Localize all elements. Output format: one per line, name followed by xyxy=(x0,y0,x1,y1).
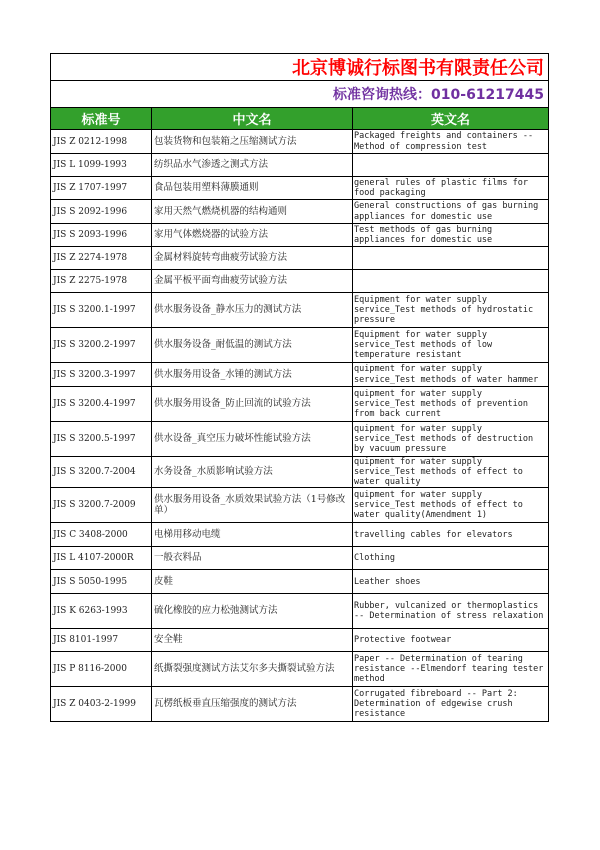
standard-code-cell: JIS S 2092-1996 xyxy=(51,200,152,224)
english-name-cell: Equipment for water supply service_Test methods of low temperature resistant xyxy=(353,328,549,363)
table-row xyxy=(51,270,549,293)
chinese-name-cell: 安全鞋 xyxy=(152,629,353,652)
chinese-name-cell: 硫化橡胶的应力松弛测试方法 xyxy=(152,594,353,629)
standard-code-cell: JIS 8101-1997 xyxy=(51,629,152,652)
standard-code-cell: JIS S 3200.3-1997 xyxy=(51,363,152,387)
header-code: 标准号 xyxy=(51,108,152,130)
chinese-name-cell: 供水服务用设备_水质效果试验方法（1号修改单） xyxy=(152,488,353,523)
standard-code-cell: JIS S 3200.4-1997 xyxy=(51,387,152,422)
standard-code-cell: JIS S 5050-1995 xyxy=(51,570,152,594)
table-row xyxy=(51,457,549,488)
table-row xyxy=(51,687,549,722)
table-row xyxy=(51,200,549,224)
company-name: 北京博诚行标图书有限责任公司 xyxy=(51,54,549,81)
standards-table xyxy=(50,53,549,722)
chinese-name-cell: 包装货物和包装箱之压缩测试方法 xyxy=(152,130,353,154)
chinese-name-cell: 家用天然气燃烧机器的结构通则 xyxy=(152,200,353,224)
standard-code-cell: JIS L 1099-1993 xyxy=(51,154,152,177)
table-body xyxy=(51,130,549,722)
chinese-name-cell: 供水服务设备_耐低温的测试方法 xyxy=(152,328,353,363)
standard-code-cell: JIS S 2093-1996 xyxy=(51,224,152,247)
table-row xyxy=(51,387,549,422)
english-name-cell xyxy=(353,247,549,270)
standard-code-cell: JIS S 3200.1-1997 xyxy=(51,293,152,328)
english-name-cell: Rubber, vulcanized or thermoplastics -- Determination of stress relaxation xyxy=(353,594,549,629)
chinese-name-cell: 供水服务用设备_防止回流的试验方法 xyxy=(152,387,353,422)
english-name-cell: quipment for water supply service_Test methods of prevention from back current xyxy=(353,387,549,422)
standard-code-cell: JIS Z 2275-1978 xyxy=(51,270,152,293)
chinese-name-cell: 纸撕裂强度测试方法艾尔多夫撕裂试验方法 xyxy=(152,652,353,687)
table-row xyxy=(51,652,549,687)
table-row xyxy=(51,547,549,570)
table-row xyxy=(51,130,549,154)
english-name-cell: Paper -- Determination of tearing resistance --Elmendorf tearing tester method xyxy=(353,652,549,687)
chinese-name-cell: 家用气体燃烧器的试验方法 xyxy=(152,224,353,247)
table-row xyxy=(51,363,549,387)
table-row xyxy=(51,629,549,652)
table-row xyxy=(51,570,549,594)
chinese-name-cell: 供水服务用设备_水锤的测试方法 xyxy=(152,363,353,387)
standard-code-cell: JIS Z 0403-2-1999 xyxy=(51,687,152,722)
english-name-cell: general rules of plastic films for food packaging xyxy=(353,177,549,200)
chinese-name-cell: 一般衣料品 xyxy=(152,547,353,570)
standard-code-cell: JIS L 4107-2000R xyxy=(51,547,152,570)
chinese-name-cell: 供水服务设备_静水压力的测试方法 xyxy=(152,293,353,328)
english-name-cell: Equipment for water supply service_Test methods of hydrostatic pressure xyxy=(353,293,549,328)
standard-code-cell: JIS K 6263-1993 xyxy=(51,594,152,629)
standard-code-cell: JIS S 3200.7-2004 xyxy=(51,457,152,488)
chinese-name-cell: 供水设备_真空压力破坏性能试验方法 xyxy=(152,422,353,457)
english-name-cell: Protective footwear xyxy=(353,629,549,652)
header-row xyxy=(51,108,549,130)
english-name-cell: Leather shoes xyxy=(353,570,549,594)
english-name-cell: travelling cables for elevators xyxy=(353,523,549,547)
table-row xyxy=(51,177,549,200)
standard-code-cell: JIS Z 2274-1978 xyxy=(51,247,152,270)
table-row xyxy=(51,488,549,523)
standard-code-cell: JIS S 3200.5-1997 xyxy=(51,422,152,457)
chinese-name-cell: 皮鞋 xyxy=(152,570,353,594)
table-row xyxy=(51,594,549,629)
english-name-cell: quipment for water supply service_Test methods of water hammer xyxy=(353,363,549,387)
table-row xyxy=(51,328,549,363)
chinese-name-cell: 纺织品水气渗透之测式方法 xyxy=(152,154,353,177)
english-name-cell: General constructions of gas burning appliances for domestic use xyxy=(353,200,549,224)
english-name-cell: quipment for water supply service_Test methods of effect to water quality xyxy=(353,457,549,488)
standard-code-cell: JIS S 3200.7-2009 xyxy=(51,488,152,523)
english-name-cell: Packaged freights and containers -- Method of compression test xyxy=(353,130,549,154)
english-name-cell xyxy=(353,270,549,293)
chinese-name-cell: 水务设备_水质影响试验方法 xyxy=(152,457,353,488)
chinese-name-cell: 金属材料旋转弯曲疲劳试验方法 xyxy=(152,247,353,270)
hotline: 标准咨询热线：010-61217445 xyxy=(51,81,549,108)
english-name-cell xyxy=(353,154,549,177)
chinese-name-cell: 金属平板平面弯曲疲劳试验方法 xyxy=(152,270,353,293)
header-en: 英文名 xyxy=(353,108,549,130)
standard-code-cell: JIS S 3200.2-1997 xyxy=(51,328,152,363)
english-name-cell: Test methods of gas burning appliances for domestic use xyxy=(353,224,549,247)
standard-code-cell: JIS C 3408-2000 xyxy=(51,523,152,547)
english-name-cell: Clothing xyxy=(353,547,549,570)
table-row xyxy=(51,247,549,270)
header-cn: 中文名 xyxy=(152,108,353,130)
standard-code-cell: JIS P 8116-2000 xyxy=(51,652,152,687)
table-row xyxy=(51,154,549,177)
table-row xyxy=(51,224,549,247)
english-name-cell: quipment for water supply service_Test methods of destruction by vacuum pressure xyxy=(353,422,549,457)
table-row xyxy=(51,523,549,547)
table-row xyxy=(51,422,549,457)
chinese-name-cell: 瓦楞纸板垂直压缩强度的测试方法 xyxy=(152,687,353,722)
chinese-name-cell: 电梯用移动电缆 xyxy=(152,523,353,547)
standard-code-cell: JIS Z 1707-1997 xyxy=(51,177,152,200)
table-row xyxy=(51,293,549,328)
standard-code-cell: JIS Z 0212-1998 xyxy=(51,130,152,154)
english-name-cell: quipment for water supply service_Test methods of effect to water quality(Amendment 1) xyxy=(353,488,549,523)
english-name-cell: Corrugated fibreboard -- Part 2: Determination of edgewise crush resistance xyxy=(353,687,549,722)
chinese-name-cell: 食品包装用塑料薄膜通则 xyxy=(152,177,353,200)
